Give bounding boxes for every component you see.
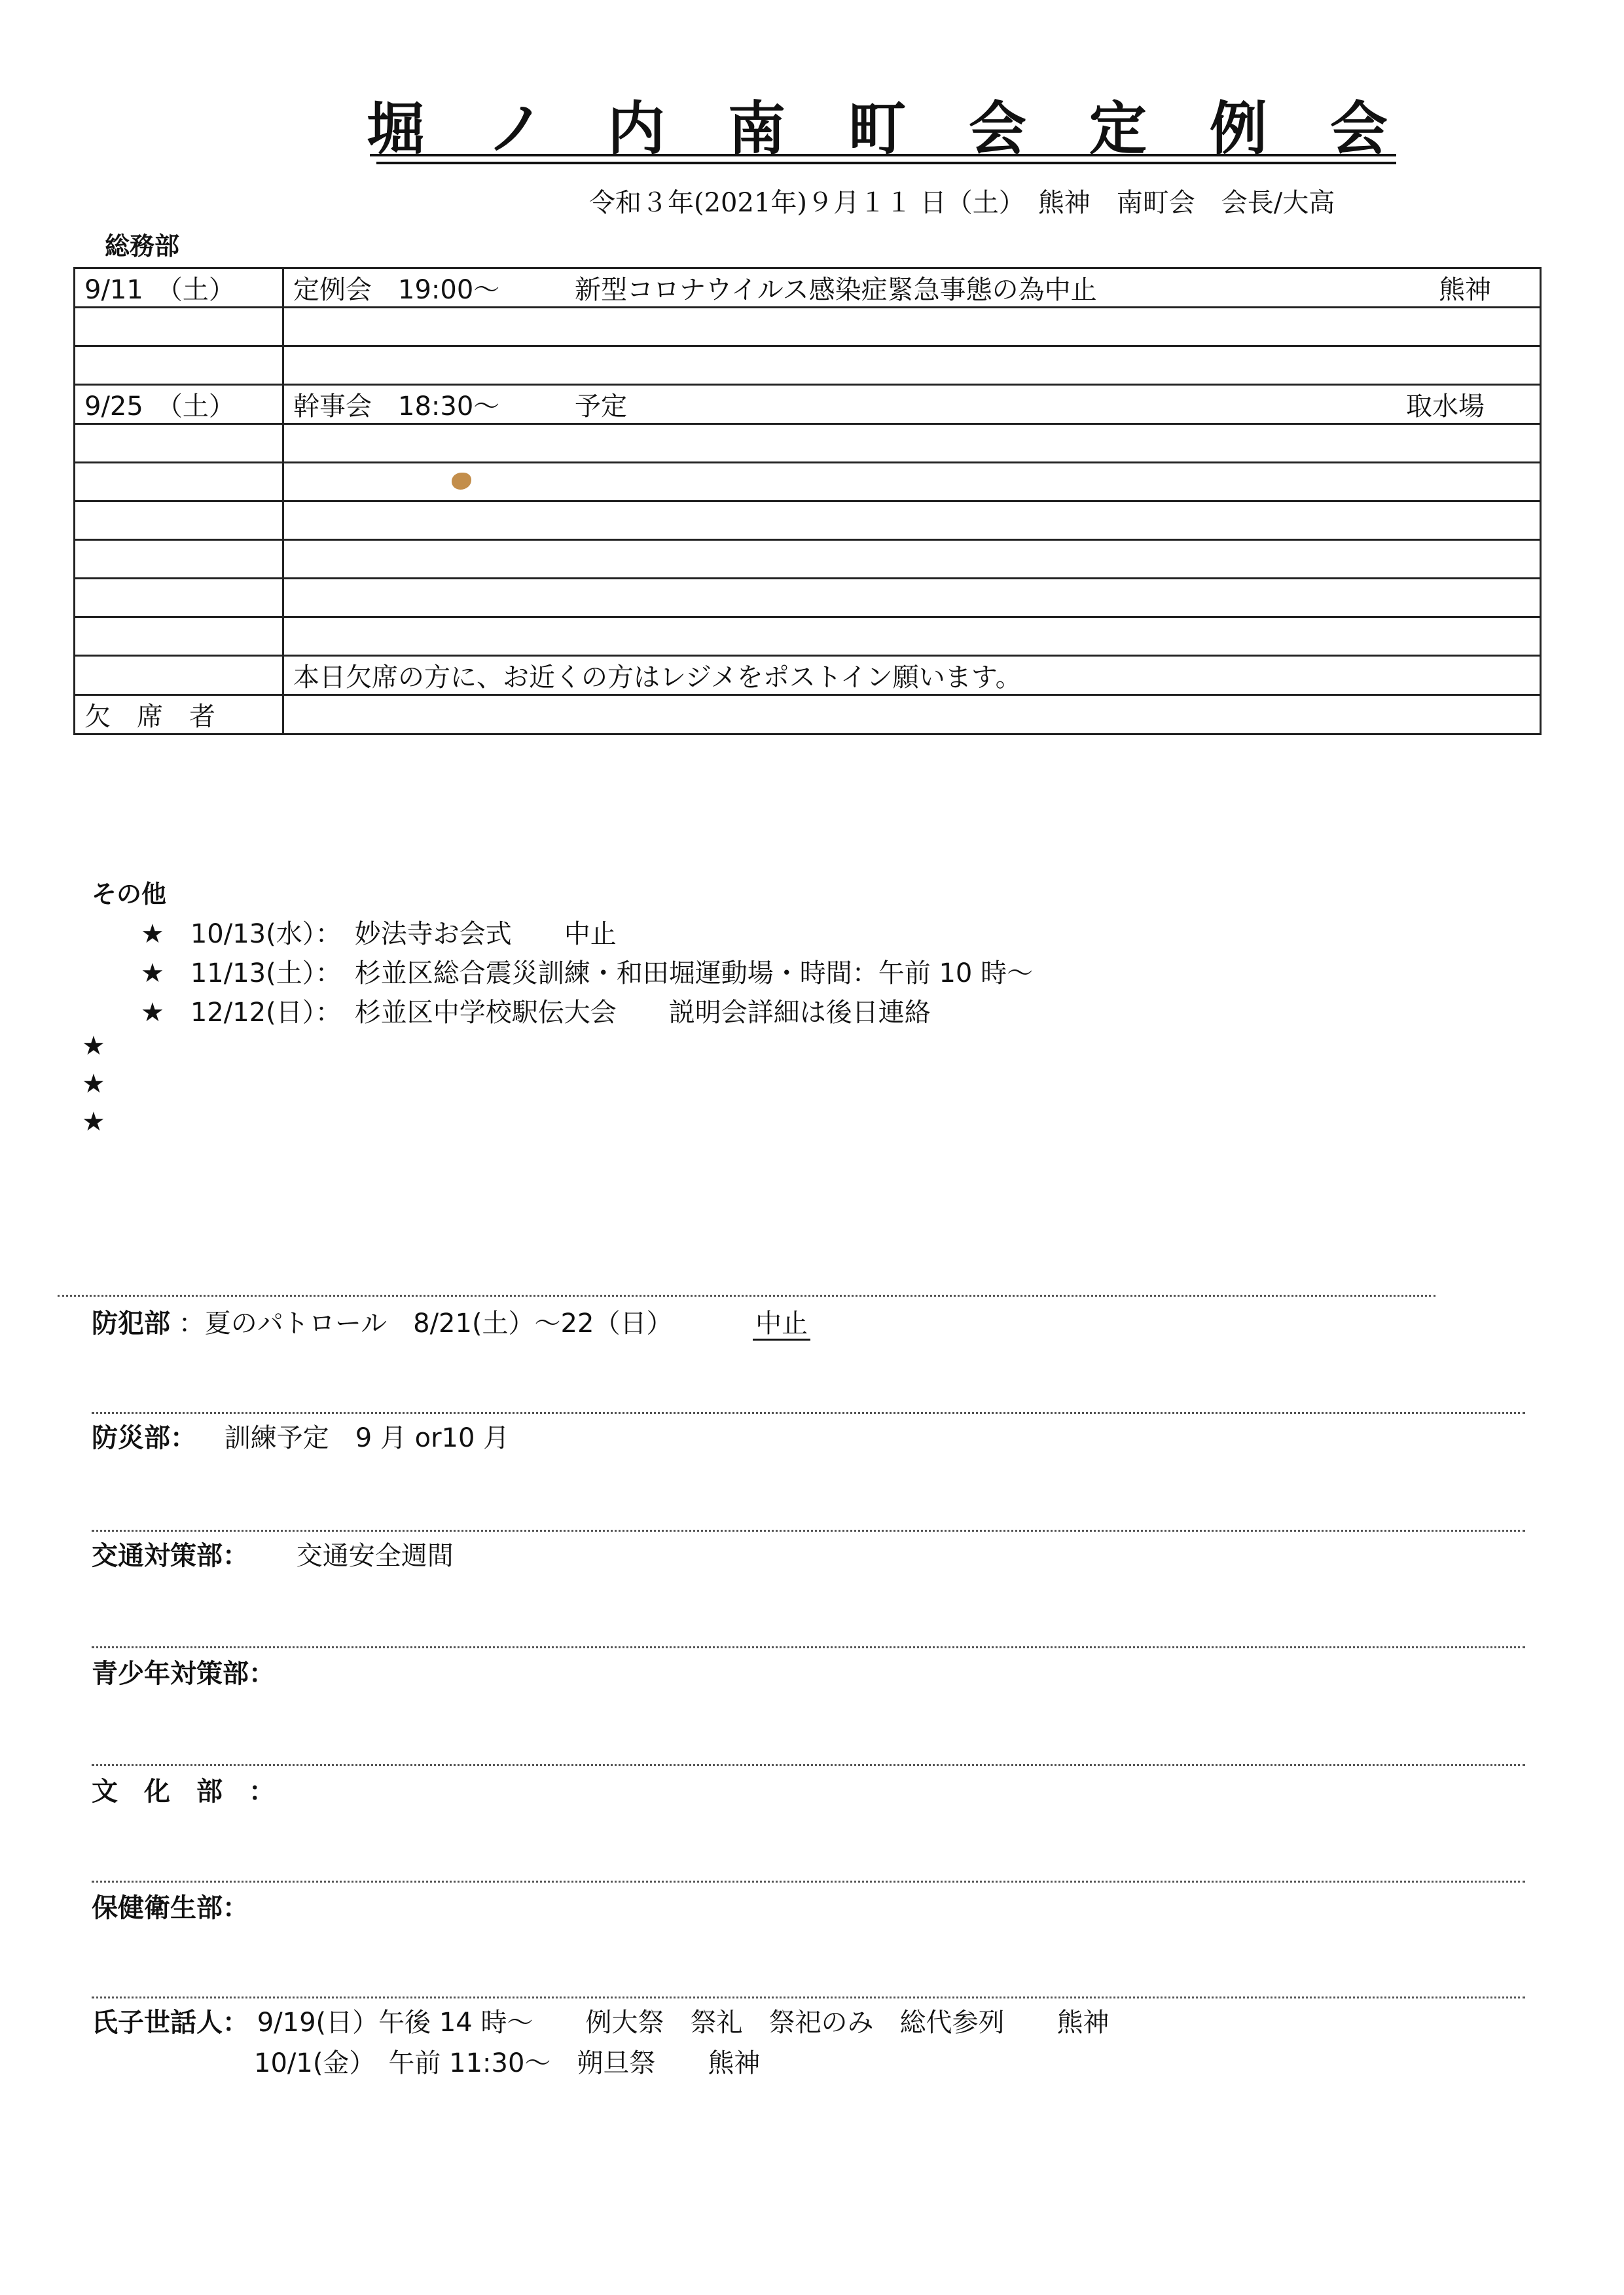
star-icon: ★ — [82, 1107, 105, 1137]
page-title — [367, 85, 1388, 164]
dept-text: ：夏のパトロール 8/21(土）～22（日） — [178, 1309, 673, 1339]
divider — [92, 1646, 1525, 1648]
divider — [92, 1764, 1525, 1766]
title-underline — [376, 162, 1396, 164]
row-date — [75, 346, 283, 385]
title-underline — [370, 154, 1396, 156]
row-event: 定例会 19:00～ — [293, 275, 500, 305]
row-content — [283, 308, 1541, 346]
table-row — [75, 579, 1541, 617]
divider — [92, 1412, 1525, 1414]
divider — [58, 1295, 1435, 1297]
row-event: 幹事会 18:30～ — [293, 391, 500, 422]
row-date — [75, 617, 283, 656]
title-char: 会 — [968, 95, 1026, 162]
meeting-meta: 令和３年(2021年)９月１１ 日（土） 熊神 南町会 会長/大高 — [589, 188, 1335, 218]
row-date — [75, 579, 283, 617]
row-date — [75, 463, 283, 501]
dept-label: 防犯部 — [92, 1309, 170, 1339]
hoken-dept — [92, 1887, 249, 1925]
row-date — [75, 540, 283, 579]
other-item: ★ 12/12(日）： 杉並区中学校駅伝大会 説明会詳細は後日連絡 — [141, 998, 931, 1028]
row-detail: 予定 — [575, 391, 627, 422]
absence-note: 本日欠席の方に、お近くの方はレジメをポストイン願います。 — [283, 656, 1541, 695]
dept-label: 青少年対策部： — [92, 1659, 275, 1689]
dept-text: 訓練予定 9 月 or10 月 — [224, 1423, 510, 1453]
divider — [92, 1530, 1525, 1532]
row-content — [283, 268, 1541, 308]
title-char: 会 — [1329, 95, 1388, 162]
row-content — [283, 540, 1541, 579]
other-item: ★ 10/13(水）： 妙法寺お会式 中止 — [141, 919, 617, 949]
soumu-heading: 総務部 — [105, 232, 180, 261]
bouhan-dept — [92, 1303, 810, 1340]
soumu-schedule-table — [73, 267, 1542, 735]
bousai-dept — [92, 1417, 509, 1455]
title-char: 例 — [1209, 95, 1267, 162]
dept-label: 保健衛生部： — [92, 1893, 249, 1923]
row-content — [283, 346, 1541, 385]
absentees-value — [283, 695, 1541, 734]
table-row — [75, 424, 1541, 463]
divider — [92, 1881, 1525, 1883]
table-row — [75, 308, 1541, 346]
row-content — [283, 424, 1541, 463]
sonota-heading: その他 — [92, 880, 167, 909]
other-item: ★ 11/13(土）： 杉並区総合震災訓練・和田堀運動場・時間：午前 10 時～ — [141, 958, 1034, 988]
status-cancelled: 中止 — [753, 1309, 810, 1341]
title-char: 町 — [848, 95, 906, 162]
title-char: 定 — [1089, 95, 1147, 162]
star-icon: ★ — [82, 1069, 105, 1099]
dept-label: 防災部： — [92, 1423, 196, 1453]
seishounen-dept — [92, 1653, 275, 1690]
absentees-label: 欠 席 者 — [75, 695, 283, 734]
row-detail: 新型コロナウイルス感染症緊急事態の為中止 — [575, 275, 1097, 305]
dept-label: 交通対策部： — [92, 1541, 249, 1571]
table-row — [75, 346, 1541, 385]
row-content — [283, 617, 1541, 656]
dept-text: 交通安全週間 — [296, 1541, 454, 1571]
dept-label: 氏子世話人： — [92, 2008, 249, 2038]
title-char: 堀 — [367, 95, 425, 162]
divider — [92, 1997, 1525, 1998]
table-row — [75, 501, 1541, 540]
bunka-dept — [92, 1771, 275, 1808]
row-content — [283, 501, 1541, 540]
table-row — [75, 656, 1541, 695]
row-place: 熊神 — [1439, 275, 1491, 305]
title-char: 南 — [727, 95, 785, 162]
title-char: ノ — [486, 95, 545, 162]
row-date — [75, 424, 283, 463]
row-date — [75, 656, 283, 695]
table-row — [75, 540, 1541, 579]
dept-text: 9/19(日）午後 14 時～ 例大祭 祭礼 祭祀のみ 総代参列 熊神 — [257, 2008, 1110, 2038]
ujiko-line2: 10/1(金） 午前 11:30～ 朔旦祭 熊神 — [254, 2048, 761, 2078]
row-date: 9/25 （土） — [75, 385, 283, 424]
title-char: 内 — [607, 95, 665, 162]
star-icon: ★ — [82, 1031, 105, 1061]
row-content — [283, 463, 1541, 501]
table-row — [75, 463, 1541, 501]
koutsuu-dept — [92, 1535, 454, 1572]
row-content — [283, 579, 1541, 617]
table-row — [75, 617, 1541, 656]
row-date — [75, 308, 283, 346]
dept-label: 文 化 部 ： — [92, 1777, 275, 1807]
row-date: 9/11 （土） — [75, 268, 283, 308]
row-place: 取水場 — [1406, 391, 1485, 422]
ujiko-dept — [92, 2002, 1109, 2039]
table-row — [75, 385, 1541, 424]
table-row — [75, 695, 1541, 734]
row-content — [283, 385, 1541, 424]
row-date — [75, 501, 283, 540]
table-row — [75, 268, 1541, 308]
